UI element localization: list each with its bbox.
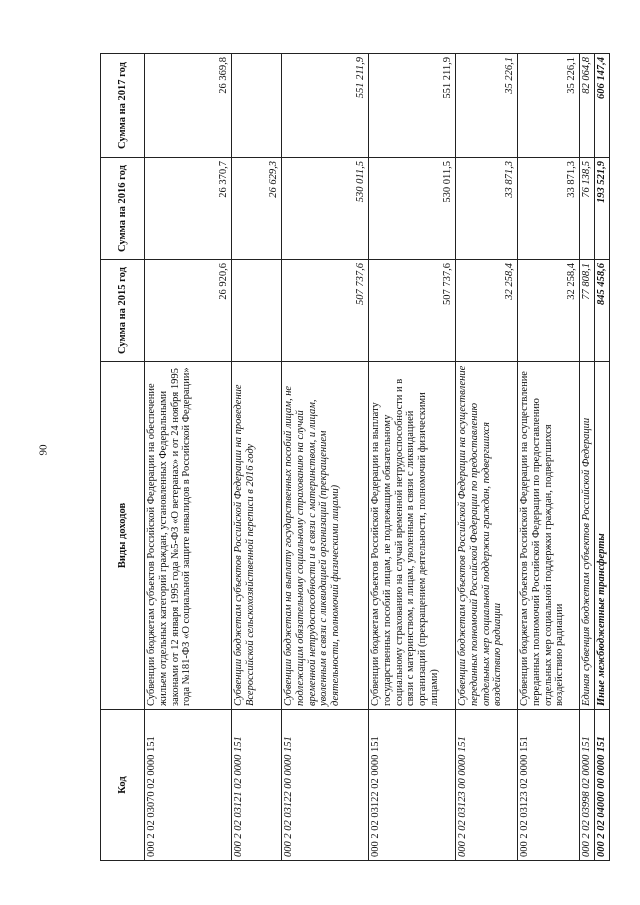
row-2017: 551 211,9 — [282, 54, 369, 158]
row-2015: 507 737,6 — [369, 260, 456, 362]
table-row — [369, 54, 456, 861]
row-2016: 26 629,3 — [232, 158, 282, 260]
row-2015: 32 258,4 — [456, 260, 518, 362]
row-name: Субвенции бюджетам субъектов Российской Федерации на осуществление переданных полномочий Российской Федерации по предоставлению отдельных мер социальной поддержки граждан, подвергшихся воздействию радиации — [518, 362, 580, 710]
row-code: 000 2 02 03998 02 0000 151 — [580, 710, 595, 861]
table-row — [580, 54, 595, 861]
row-2015: 32 258,4 — [518, 260, 580, 362]
row-code: 000 2 02 03070 02 0000 151 — [145, 710, 232, 861]
row-code: 000 2 02 03122 00 0000 151 — [282, 710, 369, 861]
row-2017: 82 064,8 — [580, 54, 595, 158]
header-2016: Сумма на 2016 год — [101, 158, 145, 260]
row-name: Субвенции бюджетам субъектов Российской Федерации на осуществление переданных полномочий Российской Федерации по предоставлению отдельных мер социальной поддержки граждан, подвергшихся воздействию радиации — [456, 362, 518, 710]
row-name: Субвенции бюджетам на выплату государственных пособий лицам, не подлежащим обязательному социальному страхованию на случай временной нетрудоспособности и в связи с материнством, и лицам, уволенным в связи с ликвидацией организаций (прекращением деятельности, полномочий физическими лицами) — [282, 362, 369, 710]
table-row — [232, 54, 282, 861]
table-row — [518, 54, 580, 861]
table-row — [594, 54, 609, 861]
row-2017: 35 226,1 — [518, 54, 580, 158]
row-code: 000 2 02 03122 02 0000 151 — [369, 710, 456, 861]
row-2015: 507 737,6 — [282, 260, 369, 362]
page-number: 90 — [37, 444, 50, 456]
rotated-table-container — [100, 54, 607, 861]
row-2016: 33 871,3 — [518, 158, 580, 260]
row-code: 000 2 02 03121 02 0000 151 — [232, 710, 282, 861]
row-name: Субвенции бюджетам субъектов Российской Федерации на проведение Всероссийской сельскохозяйственной переписи в 2016 году — [232, 362, 282, 710]
row-2017 — [232, 54, 282, 158]
row-2016: 193 521,9 — [594, 158, 609, 260]
row-name: Субвенции бюджетам субъектов Российской Федерации на выплату государственных пособий лицам, не подлежащим обязательному социальному страхованию на случай временной нетрудоспособности и в связи с материнством, и лицам, уволенным в связи с ликвидацией организаций (прекращением деятельности, полномочий физическими лицами) — [369, 362, 456, 710]
row-2016: 530 011,5 — [369, 158, 456, 260]
row-2015: 845 458,6 — [594, 260, 609, 362]
table-header-row — [101, 54, 145, 861]
document-page — [100, 54, 607, 861]
row-2016: 26 370,7 — [145, 158, 232, 260]
header-2015: Сумма на 2015 год — [101, 260, 145, 362]
table-row — [145, 54, 232, 861]
revenue-table — [100, 53, 610, 861]
row-2015: 26 920,6 — [145, 260, 232, 362]
header-2017: Сумма на 2017 год — [101, 54, 145, 158]
table-row — [456, 54, 518, 861]
row-name: Единая субвенция бюджетам субъектов Российской Федерации — [580, 362, 595, 710]
row-code: 000 2 02 03123 02 0000 151 — [518, 710, 580, 861]
row-2015 — [232, 260, 282, 362]
row-2017: 606 147,4 — [594, 54, 609, 158]
row-2016: 76 138,5 — [580, 158, 595, 260]
row-2016: 33 871,3 — [456, 158, 518, 260]
row-name: Субвенции бюджетам субъектов Российской Федерации на обеспечение жильем отдельных категорий граждан, установленных Федеральными законами от 12 января 1995 года №5-ФЗ «О ветеранах» и от 24 ноября 1995 года №181-ФЗ «О социальной защите инвалидов в Российской Федерации» — [145, 362, 232, 710]
row-2016: 530 011,5 — [282, 158, 369, 260]
table-row — [282, 54, 369, 861]
row-2015: 77 808,1 — [580, 260, 595, 362]
row-code: 000 2 02 03123 00 0000 151 — [456, 710, 518, 861]
row-name: Иные межбюджетные трансферты — [594, 362, 609, 710]
row-2017: 35 226,1 — [456, 54, 518, 158]
row-2017: 26 369,8 — [145, 54, 232, 158]
header-code: Код — [101, 710, 145, 861]
header-name: Виды доходов — [101, 362, 145, 710]
row-2017: 551 211,9 — [369, 54, 456, 158]
row-code: 000 2 02 04000 00 0000 151 — [594, 710, 609, 861]
